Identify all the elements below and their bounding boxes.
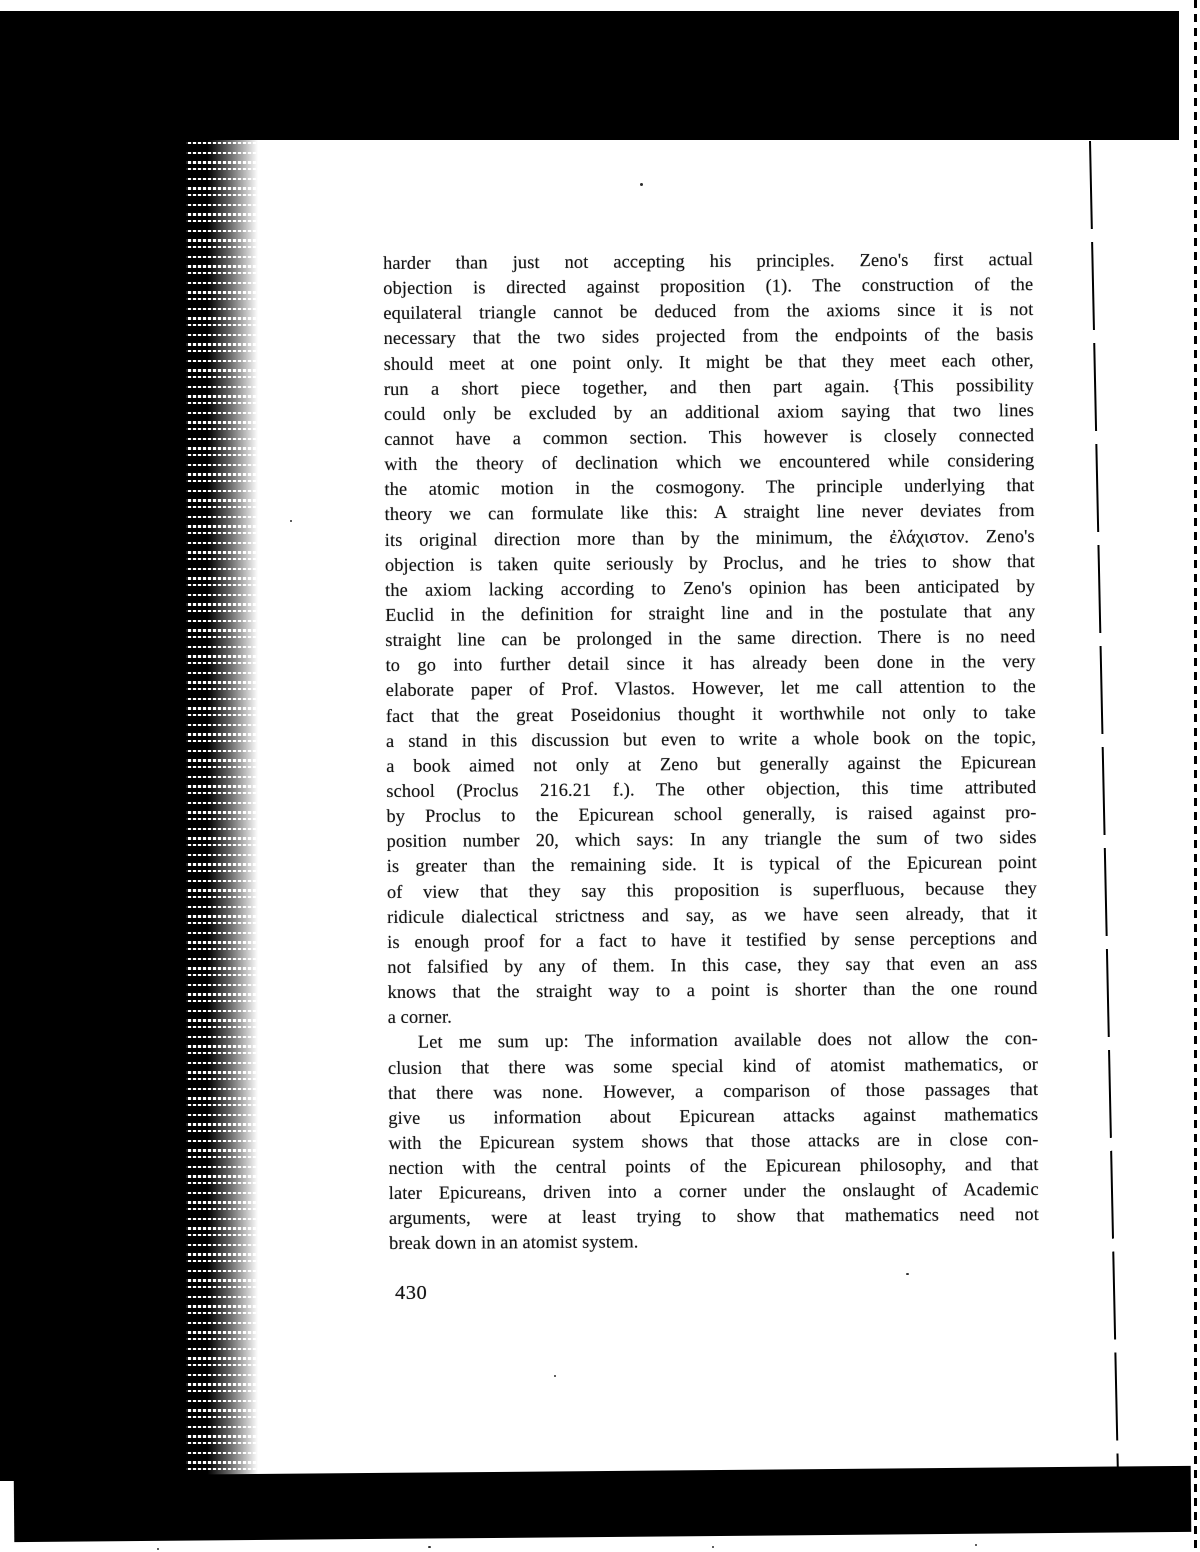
text-line: give us information about Epicurean attacks against mathematics xyxy=(388,1103,1039,1128)
text-line: cannot have a common section. This however is closely connected xyxy=(384,424,1035,449)
text-line: theory we can formulate like this: A straight line never deviates from xyxy=(384,500,1035,525)
text-line: straight line can be prolonged in the same direction. There is no need xyxy=(385,626,1036,651)
text-line: run a short piece together, and then part again. {This possibility xyxy=(383,374,1034,399)
page-number: 430 xyxy=(395,1282,428,1304)
text-line: harder than just not accepting his principles. Zeno's first actual xyxy=(383,249,1034,273)
scan-speck xyxy=(157,1548,159,1550)
text-line: a stand in this discussion but even to write a whole book on the topic, xyxy=(385,726,1037,751)
text-line: Euclid in the definition for straight line and in the postulate that any xyxy=(385,600,1036,625)
book-edge-dashes xyxy=(1194,0,1197,1552)
text-line: is greater than the remaining side. It is typical of the Epicurean point xyxy=(386,852,1037,877)
scan-speck xyxy=(712,1546,714,1548)
scan-speck xyxy=(428,1546,431,1548)
text-line: clusion that there was some special kind of atomist mathematics, or xyxy=(387,1053,1039,1078)
text-line: the atomic motion in the cosmogony. The principle underlying that xyxy=(384,475,1035,500)
text-line: objection is directed against proposition (1). The construction of the xyxy=(383,274,1034,299)
scan-speck xyxy=(554,1375,556,1377)
text-line: arguments, were at least trying to show that mathematics need not xyxy=(388,1204,1039,1229)
scan-speck xyxy=(906,1273,909,1275)
text-line: knows that the straight way to a point is shorter than the one round xyxy=(387,978,1038,1003)
text-line: Let me sum up: The information available does not allow the con- xyxy=(417,1028,1038,1053)
text-line: of view that they say this proposition is superfluous, because they xyxy=(386,877,1037,902)
scan-speck xyxy=(290,520,292,522)
text-line: with the theory of declination which we encountered while considering xyxy=(384,450,1035,475)
text-line: not falsified by any of them. In this case, they say that even an ass xyxy=(387,952,1038,977)
text-line: break down in an atomist system. xyxy=(389,1231,639,1254)
text-line: a corner. xyxy=(387,1006,452,1028)
text-line: school (Proclus 216.21 f.). The other objection, this time attributed xyxy=(386,776,1037,801)
text-line: necessary that the two sides projected from the endpoints of the basis xyxy=(383,324,1034,349)
scan-speck xyxy=(640,183,643,186)
page-edge-line xyxy=(1089,141,1119,1468)
text-line: by Proclus to the Epicurean school generally, is raised against pro- xyxy=(386,802,1037,827)
scan-speck xyxy=(975,1544,977,1546)
text-line: is enough proof for a fact to have it testified by sense perceptions and xyxy=(387,927,1038,952)
paragraph-1 xyxy=(383,247,1038,1030)
text-line: objection is taken quite seriously by Proclus, and he tries to show that xyxy=(384,550,1035,575)
text-line: position number 20, which says: In any triangle the sum of two sides xyxy=(386,827,1037,852)
text-line: later Epicureans, driven into a corner under the onslaught of Academic xyxy=(388,1179,1039,1204)
text-line: with the Epicurean system shows that those attacks are in close con- xyxy=(388,1128,1039,1153)
text-line: to go into further detail since it has already been done in the very xyxy=(385,651,1036,676)
text-line: fact that the great Poseidonius thought it worthwhile not only to take xyxy=(385,701,1036,726)
text-line: should meet at one point only. It might be that they meet each other, xyxy=(383,349,1034,374)
text-line: ridicule dialectical strictness and say, as we have seen already, that it xyxy=(387,902,1038,927)
text-line: elaborate paper of Prof. Vlastos. However, let me call attention to the xyxy=(385,676,1036,701)
paragraph-2 xyxy=(388,1026,1039,1256)
page-stack-edge-texture xyxy=(186,138,258,1479)
text-line: the axiom lacking according to Zeno's opinion has been anticipated by xyxy=(385,575,1036,600)
text-line: a book aimed not only at Zeno but generally against the Epicurean xyxy=(386,751,1037,776)
text-line: its original direction more than by the minimum, the ἐλάχιστον. Zeno's xyxy=(384,525,1035,550)
text-line: equilateral triangle cannot be deduced from the axioms since it is not xyxy=(383,299,1034,324)
text-line: could only be excluded by an additional axiom saying that two lines xyxy=(383,399,1035,424)
body-text xyxy=(383,247,1039,1257)
scan-border-bottom xyxy=(14,1466,1192,1542)
scan-border-left xyxy=(0,11,186,1481)
text-line: nection with the central points of the Epicurean philosophy, and that xyxy=(388,1154,1039,1179)
text-line: that there was none. However, a comparison of those passages that xyxy=(388,1078,1039,1103)
